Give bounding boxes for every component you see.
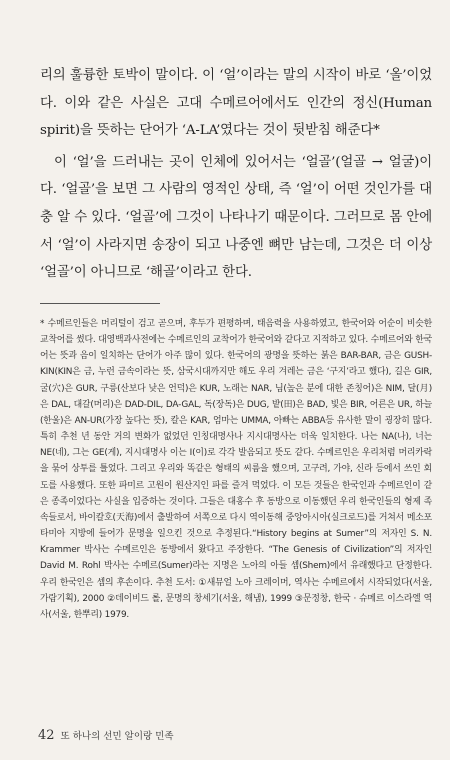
main-text <box>40 62 432 287</box>
page-number: 42 <box>38 728 55 743</box>
page-footer <box>38 728 174 743</box>
footnote: * 수메르인들은 머리털이 검고 곧으며, 후두가 편평하며, 태음력을 사용하였고, 한국어와 어순이 비슷한 교착어를 썼다. 대영백과사전에는 수메르인의 교착어가 한국어와 같다고 지적하고 있다. 수메르어와 한국어는 뜻과 음이 일치하는 단어가 아주 많이 있다. 한국어의 광명을 뜻하는 붉은 BAR-BAR, 금은 GUSH-KIN(KIN은 금, 누런 금속이라는 뜻, 삼국시대까지만 해도 우리 겨레는 금은 ‘구지’라고 했다), 길은 GIR, 굴(穴)은 GUR, 구릉(산보다 낮은 언덕)은 KUR, 노래는 NAR, 님(높은 분에 대한 존칭어)은 NIM, 달(月)은 DAL, 대갈(머리)은 DAD-DIL, DA-GAL, 독(장독)은 DUG, 밭(田)은 BAD, 빛은 BIR, 어른은 UR, 하늘(한울)은 AN-UR(가장 높다는 뜻), 칼은 KAR, 엄마는 UMMA, 아빠는 ABBA등 유사한 말이 굉장히 많다. 특히 추천 년 동안 거의 변화가 없었던 인칭대명사나 지시대명사는 더욱 일치한다. 나는 NA(나), 너는 NE(네), 그는 GE(게), 지시대명사 이는 I(이)로 각각 발음되고 뜻도 같다. 수메르인은 우리처럼 머리카락을 묶어 상투를 틀었다. 그리고 우리와 똑같은 형태의 씨름을 했으며, 고구려, 가야, 신라 등에서 쓰인 회도를 사용했다. 또한 파미르 고원이 원산지인 파를 즐겨 먹었다. 이 모든 것들은 한국인과 수메르인이 같은 종족이었다는 사실을 입증하는 것이다. 그들은 대홍수 후 동방으로 이동했던 우리 한국인들의 형제 족속들로서, 바이칼호(天海)에서 출발하여 서쪽으로 다시 역이동해 중앙아시아(실크로드)를 거쳐서 메소포타미아 지방에 들어가 문명을 일으킨 것으로 추정된다.“History begins at Sumer”의 저자인 S. N. Krammer 박사는 수메르인은 동방에서 왔다고 주장한다. “The Genesis of Civilization”의 저자인 David M. Rohl 박사는 수메르(Sumer)라는 지명은 노아의 아들 셈(Shem)에서 유래했다고 단정한다. 우리 한국인은 셈의 후손이다. 추천 도서: ①새뮤얼 노아 크레이머, 역사는 수메르에서 시작되었다(서울, 가람기획), 2000 ②데이비드 롤, 문명의 창세기(서울, 해냄), 1999 ③문정창, 한국 · 슈메르 이스라엘 역사(서울, 한뿌리) 1979. <box>40 319 432 620</box>
paragraph-2: 이 ‘얼’을 드러내는 곳이 인체에 있어서는 ‘얼골’(얼골 → 얼굴)이다. ‘얼골’을 보면 그 사람의 영적인 상태, 즉 ‘얼’이 어떤 것인가를 대충 알 수 있다. ‘얼골’에 그것이 나타나기 때문이다. 그러므로 몸 안에서 ‘얼’이 사라지면 송장이 되고 나중엔 뼈만 남는데, 그것은 더 이상 ‘얼골’이 아니므로 ‘해골’이라고 한다. <box>40 154 432 281</box>
running-title: 또 하나의 선민 알이랑 민족 <box>60 731 174 742</box>
paragraph-1: 리의 훌륭한 토박이 말이다. 이 ‘얼’이라는 말의 시작이 바로 ‘올’이었다. 이와 같은 사실은 고대 수메르어에서도 인간의 정신(Human spirit)을 뜻하는 단어가 ‘A-LA’였다는 것이 뒷받침 해준다* <box>40 68 432 139</box>
footnote-divider <box>40 303 160 304</box>
